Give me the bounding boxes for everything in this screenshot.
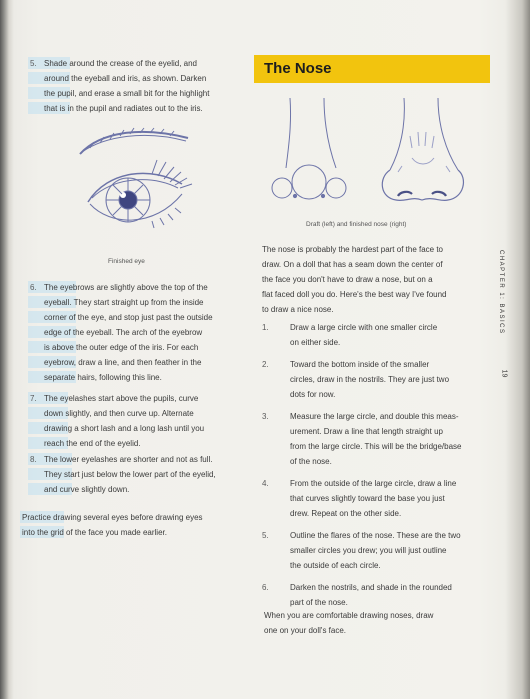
text-line: of the nose. bbox=[290, 457, 332, 466]
nose-step-2 bbox=[262, 357, 492, 402]
text-line: draw. On a doll that has a seam down the center of bbox=[262, 260, 443, 269]
nose-intro-paragraph bbox=[262, 242, 492, 317]
text-line: the pupil, and erase a small bit for the highlight bbox=[44, 89, 210, 98]
text-line: The lower eyelashes are shorter and not as full. bbox=[44, 455, 213, 464]
nose-caption: Draft (left) and finished nose (right) bbox=[306, 221, 407, 228]
nose-step-1 bbox=[262, 320, 492, 350]
nose-step-4 bbox=[262, 476, 492, 521]
text-line: They start just below the lower part of the eyelid, bbox=[44, 470, 216, 479]
text-line: edge of the eyeball. The arch of the eyebrow bbox=[44, 328, 203, 337]
text-line: urement. Draw a line that length straight up bbox=[290, 427, 443, 436]
text-line: Outline the flares of the nose. These are the two bbox=[290, 531, 461, 540]
step-number: 1. bbox=[262, 323, 269, 332]
step-number: 6. bbox=[30, 283, 37, 292]
text-line: into the grid of the face you made earlier. bbox=[22, 528, 167, 537]
step-number: 5. bbox=[262, 531, 269, 540]
text-line: The eyelashes start above the pupils, curve bbox=[44, 394, 199, 403]
text-line: corner of the eye, and stop just past the outside bbox=[44, 313, 213, 322]
step-7-paragraph bbox=[30, 391, 260, 451]
section-heading-bar bbox=[254, 55, 490, 83]
eye-caption: Finished eye bbox=[108, 258, 145, 265]
step-number: 5. bbox=[30, 59, 37, 68]
nose-steps-list bbox=[262, 320, 492, 617]
text-line: flat faced doll you do. Here's the best way I've found bbox=[262, 290, 447, 299]
step-5-paragraph bbox=[30, 56, 250, 116]
nose-closing-paragraph bbox=[264, 608, 492, 638]
text-line: Measure the large circle, and double this meas- bbox=[290, 412, 459, 421]
text-line: one on your doll's face. bbox=[264, 626, 347, 635]
practice-paragraph bbox=[22, 510, 262, 540]
step-6-paragraph bbox=[30, 280, 260, 385]
nose-illustrations bbox=[262, 96, 486, 216]
text-line: the face you don't have to draw a nose, but on a bbox=[262, 275, 433, 284]
page-number: 19 bbox=[500, 369, 508, 378]
text-line: smaller circles you drew; you will just outline bbox=[290, 546, 447, 555]
text-line: drawing a short lash and a long lash until you bbox=[44, 424, 205, 433]
text-line: down slightly, and then curve up. Alternate bbox=[44, 409, 194, 418]
section-heading: The Nose bbox=[264, 60, 332, 77]
text-line: eyeball. They start straight up from the inside bbox=[44, 298, 204, 307]
text-line: around the eyeball and iris, as shown. Darken bbox=[44, 74, 207, 83]
step-number: 3. bbox=[262, 412, 269, 421]
text-line: that curves slightly toward the base you just bbox=[290, 494, 445, 503]
nose-step-3 bbox=[262, 409, 492, 469]
text-line: reach the end of the eyelid. bbox=[44, 439, 141, 448]
text-line: Shade around the crease of the eyelid, and bbox=[44, 59, 197, 68]
text-line: the outside of each circle. bbox=[290, 561, 381, 570]
step-number: 7. bbox=[30, 394, 37, 403]
step-number: 2. bbox=[262, 360, 269, 369]
text-line: on either side. bbox=[290, 338, 341, 347]
text-line: Darken the nostrils, and shade in the rounded bbox=[290, 583, 452, 592]
text-line: dots for now. bbox=[290, 390, 336, 399]
text-line: circles, draw in the nostrils. They are just two bbox=[290, 375, 450, 384]
chapter-side-tab bbox=[497, 250, 511, 420]
text-line: Practice drawing several eyes before drawing eyes bbox=[22, 513, 203, 522]
text-line: part of the nose. bbox=[290, 598, 348, 607]
text-line: that is in the pupil and radiates out to the iris. bbox=[44, 104, 203, 113]
text-line: When you are comfortable drawing noses, draw bbox=[264, 611, 434, 620]
step-number: 4. bbox=[262, 479, 269, 488]
text-line: eyebrow, draw a line, and then feather in the bbox=[44, 358, 202, 367]
finished-eye-illustration bbox=[60, 118, 210, 258]
text-line: from the large circle. This will be the bridge/base bbox=[290, 442, 462, 451]
nose-step-5 bbox=[262, 528, 492, 573]
text-line: From the outside of the large circle, draw a line bbox=[290, 479, 457, 488]
text-line: Toward the bottom inside of the smaller bbox=[290, 360, 430, 369]
nose-step-6 bbox=[262, 580, 492, 610]
text-line: Draw a large circle with one smaller circle bbox=[290, 323, 438, 332]
chapter-label: CHAPTER 1: BASICS bbox=[498, 250, 504, 335]
text-line: drew. Repeat on the other side. bbox=[290, 509, 402, 518]
text-line: The nose is probably the hardest part of the face to bbox=[262, 245, 443, 254]
text-line: is above the outer edge of the iris. For each bbox=[44, 343, 199, 352]
step-number: 6. bbox=[262, 583, 269, 592]
text-line: to draw a nice nose. bbox=[262, 305, 334, 314]
text-line: separate hairs, following this line. bbox=[44, 373, 162, 382]
step-number: 8. bbox=[30, 455, 37, 464]
step-8-paragraph bbox=[30, 452, 265, 497]
text-line: The eyebrows are slightly above the top of the bbox=[44, 283, 208, 292]
text-line: and curve slightly down. bbox=[44, 485, 130, 494]
